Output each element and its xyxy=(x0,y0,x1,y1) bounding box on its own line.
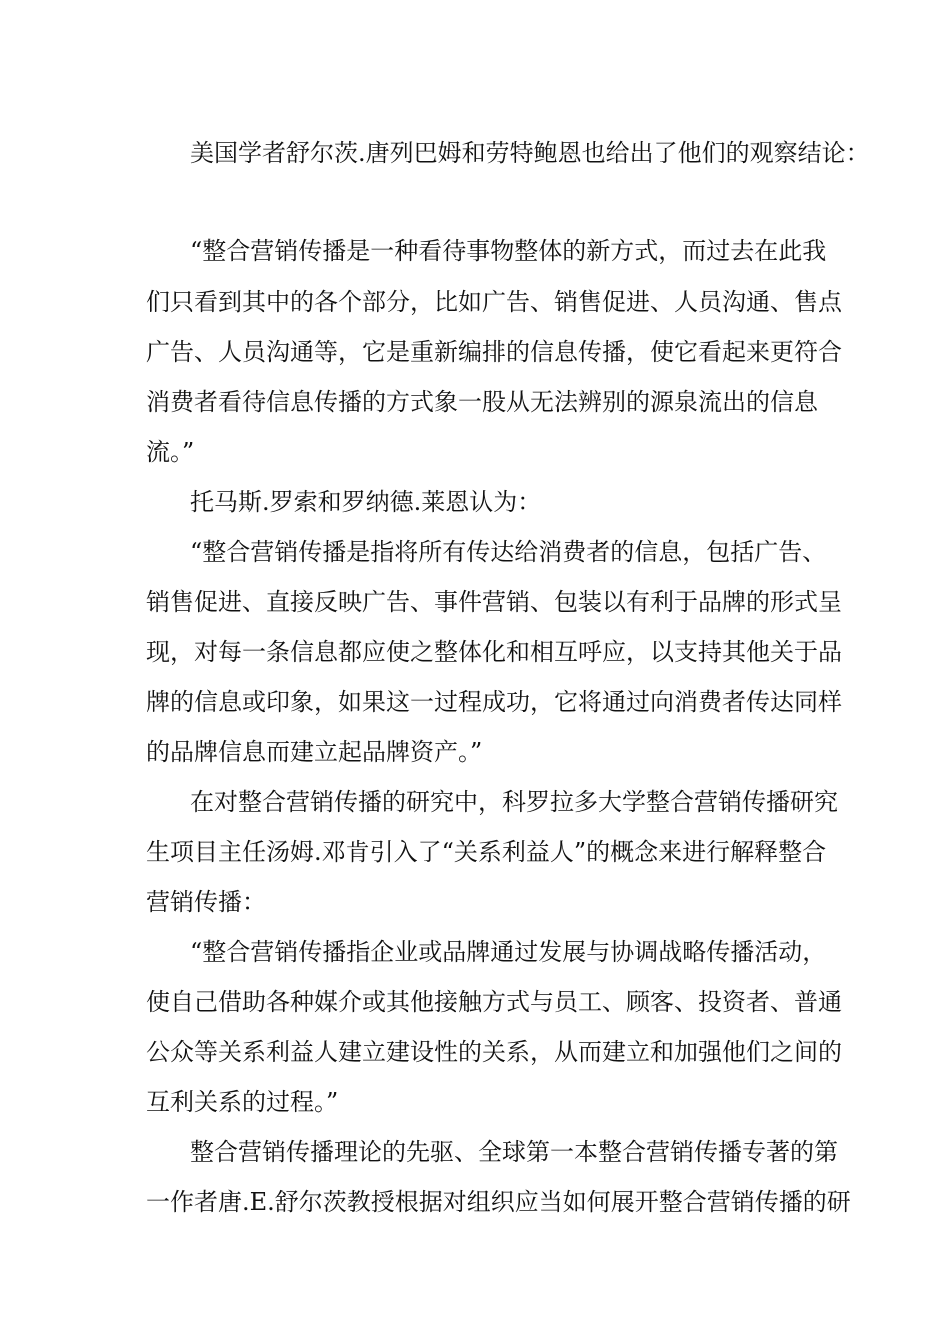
text-line: “整合营销传播是一种看待事物整体的新方式，而过去在此我 xyxy=(190,237,827,265)
text-line: 托马斯.罗索和罗纳德.莱恩认为： xyxy=(190,488,542,516)
text-line: 流。” xyxy=(146,438,195,466)
text-line: “整合营销传播是指将所有传达给消费者的信息，包括广告、 xyxy=(190,538,827,566)
text-line: 广告、人员沟通等，它是重新编排的信息传播，使它看起来更符合 xyxy=(146,338,842,366)
text-line: 整合营销传播理论的先驱、全球第一本整合营销传播专著的第 xyxy=(190,1138,838,1166)
text-line: 美国学者舒尔茨.唐列巴姆和劳特鲍恩也给出了他们的观察结论： xyxy=(190,139,870,167)
text-line: 们只看到其中的各个部分，比如广告、销售促进、人员沟通、售点 xyxy=(146,288,842,316)
text-line: 生项目主任汤姆.邓肯引入了“关系利益人”的概念来进行解释整合 xyxy=(146,838,827,866)
text-line: 使自己借助各种媒介或其他接触方式与员工、顾客、投资者、普通 xyxy=(146,988,842,1016)
text-line: 销售促进、直接反映广告、事件营销、包装以有利于品牌的形式呈 xyxy=(146,588,842,616)
text-line: “整合营销传播指企业或品牌通过发展与协调战略传播活动， xyxy=(190,938,827,966)
text-line: 公众等关系利益人建立建设性的关系，从而建立和加强他们之间的 xyxy=(146,1038,842,1066)
text-line: 消费者看待信息传播的方式象一股从无法辨别的源泉流出的信息 xyxy=(146,388,818,416)
text-line: 营销传播： xyxy=(146,888,266,916)
text-line: 现，对每一条信息都应使之整体化和相互呼应，以支持其他关于品 xyxy=(146,638,842,666)
text-line: 一作者唐.E.舒尔茨教授根据对组织应当如何展开整合营销传播的研 xyxy=(146,1188,851,1216)
text-line: 牌的信息或印象，如果这一过程成功，它将通过向消费者传达同样 xyxy=(146,688,842,716)
text-line: 互利关系的过程。” xyxy=(146,1088,339,1116)
text-line: 在对整合营销传播的研究中，科罗拉多大学整合营销传播研究 xyxy=(190,788,838,816)
text-line: 的品牌信息而建立起品牌资产。” xyxy=(146,738,483,766)
